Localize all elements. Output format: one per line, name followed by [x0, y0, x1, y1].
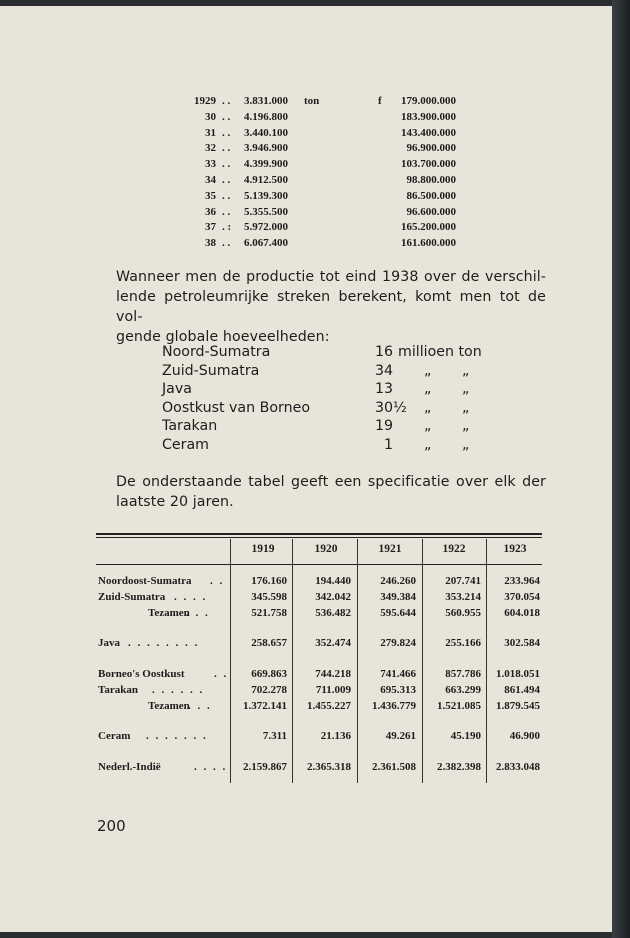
currency: f	[378, 95, 382, 107]
cell-value: 246.260	[380, 575, 416, 587]
ditto-mark: „	[424, 436, 432, 453]
ditto-mark: „	[424, 362, 432, 379]
header-rule	[96, 564, 542, 565]
region-unit: millioen ton	[398, 344, 482, 360]
cell-value: 349.384	[380, 591, 416, 603]
ditto-mark: „	[462, 399, 470, 416]
leader-dots: . . .	[186, 607, 210, 619]
ditto-mark: „	[424, 381, 432, 398]
cell-value: 2.833.048	[496, 761, 540, 773]
table-row	[96, 761, 542, 777]
tons: 4.912.500	[244, 173, 288, 186]
year: 34	[205, 173, 216, 186]
region-row	[0, 437, 615, 456]
tons: 4.399.900	[244, 158, 288, 171]
cell-value: 7.311	[262, 730, 287, 742]
value: 98.800.000	[406, 173, 456, 186]
table-row	[96, 700, 542, 716]
production-table	[0, 95, 615, 253]
production-row	[0, 95, 615, 111]
cell-value: 49.261	[385, 730, 416, 742]
region-qty: 19	[375, 418, 394, 435]
production-row	[0, 174, 615, 190]
leader-dots: . .	[222, 142, 231, 155]
cell-value: 857.786	[445, 668, 481, 680]
year: 37	[205, 221, 216, 234]
tons: 5.972.000	[244, 221, 288, 234]
leader-dots: . .	[222, 95, 231, 107]
region-qty: 1	[384, 436, 394, 453]
cell-value: 744.218	[315, 668, 351, 680]
value: 143.400.000	[401, 126, 456, 139]
cell-value: 669.863	[251, 668, 287, 680]
table-row	[96, 730, 542, 746]
paragraph-line: lende petroleumrijke streken berekent, komt men tot de vol-	[116, 289, 546, 325]
production-row	[0, 190, 615, 206]
leader-dots: . .	[222, 205, 231, 218]
book-spine-edge	[612, 0, 630, 938]
row-label: Noordoost-Sumatra	[98, 575, 192, 587]
value: 179.000.000	[401, 95, 456, 107]
page-number: 200	[97, 817, 126, 835]
cell-value: 342.042	[315, 591, 351, 603]
value: 86.500.000	[406, 189, 456, 202]
ditto-mark: „	[462, 436, 470, 453]
cell-value: 255.166	[445, 637, 481, 649]
region-row	[0, 363, 615, 382]
unit: ton	[304, 95, 320, 107]
cell-value: 302.584	[504, 637, 540, 649]
region-name: Zuid-Sumatra	[162, 362, 260, 379]
value: 96.600.000	[406, 205, 456, 218]
tons: 5.355.500	[244, 205, 288, 218]
leader-dots: . . .	[188, 700, 212, 712]
region-row	[0, 418, 615, 437]
table-row	[96, 684, 542, 700]
cell-value: 521.758	[251, 607, 287, 619]
region-qty: 34	[375, 362, 394, 379]
tons: 3.946.900	[244, 142, 288, 155]
cell-value: 741.466	[380, 668, 416, 680]
leader-dots: . . . . . . . .	[128, 637, 200, 649]
cell-value: 861.494	[504, 684, 540, 696]
row-label: Tarakan	[98, 684, 138, 696]
cell-value: 702.278	[251, 684, 287, 696]
year: 36	[205, 205, 216, 218]
year: 32	[205, 142, 216, 155]
year: 33	[205, 158, 216, 171]
tons: 5.139.300	[244, 189, 288, 202]
production-row	[0, 237, 615, 253]
year: 30	[205, 110, 216, 123]
cell-value: 370.054	[504, 591, 540, 603]
row-label: Java	[98, 637, 120, 649]
leader-dots: . . . . . .	[152, 684, 205, 696]
row-label: Tezamen	[148, 607, 190, 619]
leader-dots: . .	[222, 237, 231, 250]
cell-value: 194.440	[315, 575, 351, 587]
region-qty: 16	[375, 344, 394, 360]
cell-value: 46.900	[509, 730, 540, 742]
region-qty: 13	[375, 381, 394, 398]
cell-value: 536.482	[315, 607, 351, 619]
row-label: Zuid-Sumatra	[98, 591, 166, 603]
paragraph-production	[116, 267, 546, 347]
year-header: 1921	[378, 543, 402, 555]
cell-value: 1.521.085	[437, 700, 481, 712]
cell-value: 353.214	[445, 591, 481, 603]
row-label: Tezamen	[148, 700, 190, 712]
row-label: Borneo's Oostkust	[98, 668, 185, 680]
cell-value: 45.190	[450, 730, 481, 742]
ditto-mark: „	[424, 418, 432, 435]
leader-dots: . .	[222, 126, 231, 139]
region-qty: 30½	[375, 399, 407, 416]
cell-value: 663.299	[445, 684, 481, 696]
table-row	[96, 668, 542, 684]
cell-value: 2.159.867	[243, 761, 287, 773]
leader-dots: . .	[210, 575, 225, 587]
year: 1929	[194, 95, 216, 107]
cell-value: 560.955	[445, 607, 481, 619]
cell-value: 352.474	[315, 637, 351, 649]
cell-value: 1.455.227	[307, 700, 351, 712]
cell-value: 1.018.051	[496, 668, 540, 680]
table-row	[96, 575, 542, 591]
leader-dots: . .	[222, 110, 231, 123]
cell-value: 21.136	[320, 730, 351, 742]
leader-dots: . .	[222, 189, 231, 202]
cell-value: 595.644	[380, 607, 416, 619]
region-row	[0, 381, 615, 400]
production-row	[0, 221, 615, 237]
cell-value: 345.598	[251, 591, 287, 603]
row-label: Ceram	[98, 730, 131, 742]
table-top-rule	[96, 533, 542, 535]
region-name: Tarakan	[162, 418, 218, 435]
production-row	[0, 142, 615, 158]
tons: 3.440.100	[244, 126, 288, 139]
value: 183.900.000	[401, 110, 456, 123]
value: 96.900.000	[406, 142, 456, 155]
region-name: Java	[162, 381, 192, 398]
region-name: Ceram	[162, 436, 209, 453]
value: 161.600.000	[401, 237, 456, 250]
cell-value: 176.160	[251, 575, 287, 587]
year-header: 1919	[251, 543, 275, 555]
cell-value: 711.009	[315, 684, 351, 696]
table-top-rule	[96, 537, 542, 538]
paragraph-line: gende globale hoeveelheden:	[116, 329, 330, 345]
cell-value: 258.657	[251, 637, 287, 649]
leader-dots: . .	[214, 668, 229, 680]
ditto-mark: „	[462, 362, 470, 379]
cell-value: 2.361.508	[372, 761, 416, 773]
year-header: 1923	[503, 543, 527, 555]
cell-value: 2.382.398	[437, 761, 481, 773]
ditto-mark: „	[462, 381, 470, 398]
paragraph-line: Wanneer men de productie tot eind 1938 over de verschil-	[116, 269, 546, 285]
scan-border	[0, 932, 630, 938]
region-row	[0, 400, 615, 419]
leader-dots: . :	[222, 221, 232, 234]
cell-value: 1.372.141	[243, 700, 287, 712]
cell-value: 207.741	[445, 575, 481, 587]
region-row	[0, 344, 615, 363]
cell-value: 695.313	[380, 684, 416, 696]
year: 35	[205, 189, 216, 202]
leader-dots: . . . . . . .	[146, 730, 208, 742]
table-row	[96, 637, 542, 653]
row-label: Nederl.-Indië	[98, 761, 161, 773]
value: 103.700.000	[401, 158, 456, 171]
production-row	[0, 158, 615, 174]
year: 38	[205, 237, 216, 250]
ditto-mark: „	[462, 418, 470, 435]
region-name: Oostkust van Borneo	[162, 399, 311, 416]
production-row	[0, 206, 615, 222]
cell-value: 1.879.545	[496, 700, 540, 712]
cell-value: 604.018	[504, 607, 540, 619]
leader-dots: . .	[222, 158, 231, 171]
tons: 6.067.400	[244, 237, 288, 250]
cell-value: 233.964	[504, 575, 540, 587]
table-row	[96, 591, 542, 607]
tons: 3.831.000	[244, 95, 288, 107]
value: 165.200.000	[401, 221, 456, 234]
year: 31	[205, 126, 216, 139]
regions-list	[0, 344, 615, 456]
table-row	[96, 607, 542, 623]
leader-dots: . . . .	[174, 591, 208, 603]
production-row	[0, 111, 615, 127]
year-header: 1922	[442, 543, 466, 555]
year-header: 1920	[314, 543, 338, 555]
region-name: Noord-Sumatra	[162, 344, 271, 360]
production-row	[0, 127, 615, 143]
paragraph-line: laatste 20 jaren.	[116, 494, 234, 510]
ditto-mark: „	[424, 399, 432, 416]
paragraph-table-intro	[116, 472, 546, 512]
cell-value: 279.824	[380, 637, 416, 649]
scan-border	[0, 0, 630, 6]
leader-dots: . . . .	[194, 761, 228, 773]
paragraph-line: De onderstaande tabel geeft een specificatie over elk der	[116, 474, 546, 490]
cell-value: 1.436.779	[372, 700, 416, 712]
leader-dots: . .	[222, 173, 231, 186]
tons: 4.196.800	[244, 110, 288, 123]
cell-value: 2.365.318	[307, 761, 351, 773]
